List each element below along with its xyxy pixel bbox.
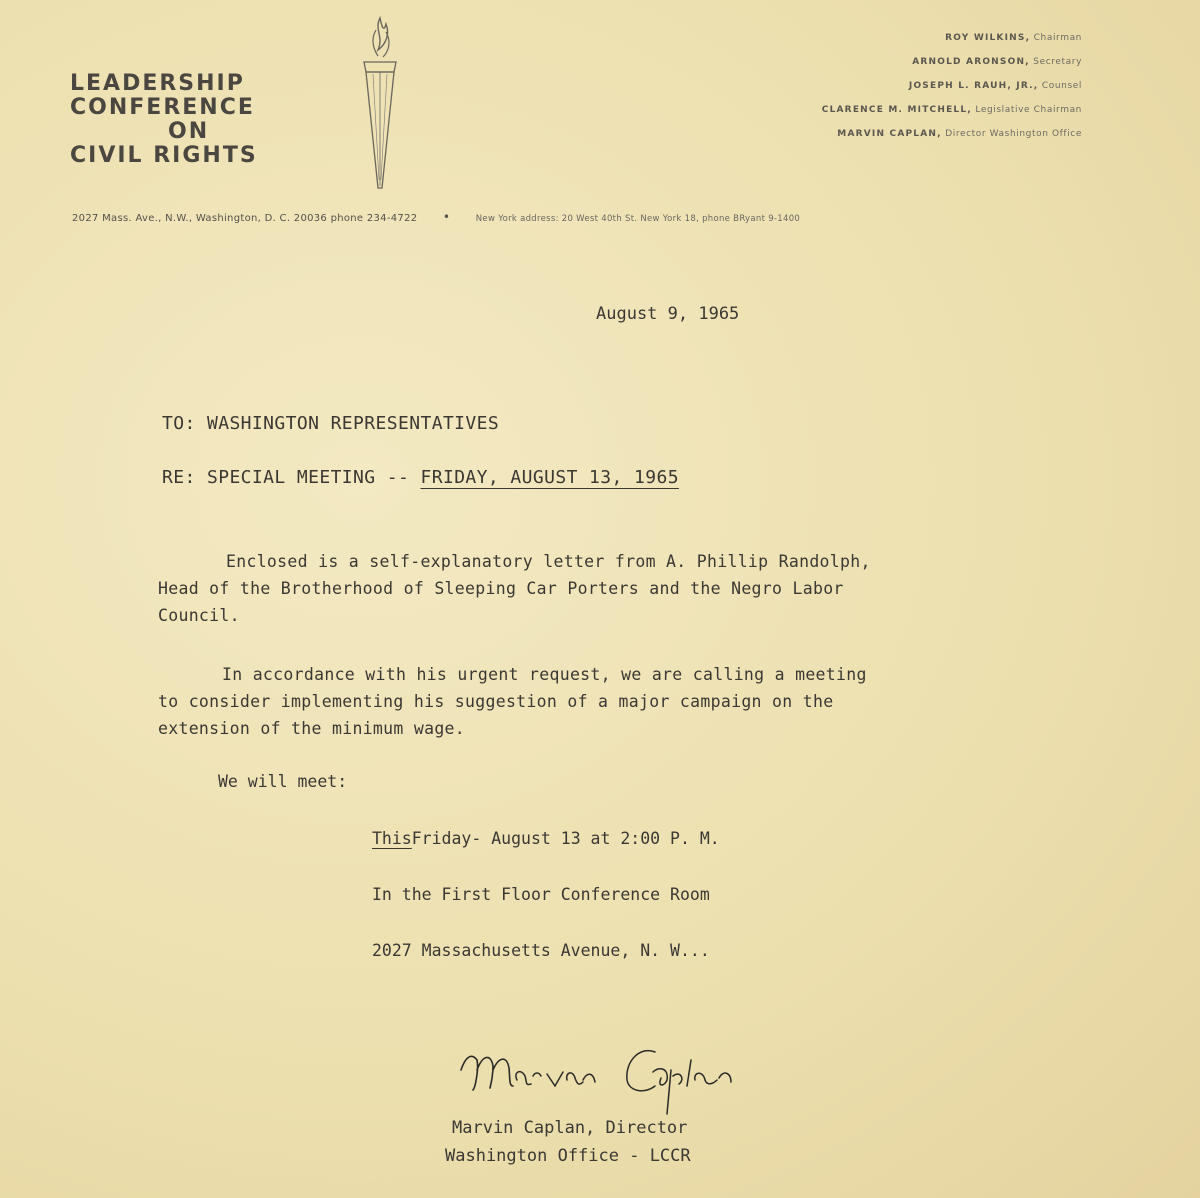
officer-title: Secretary — [1033, 57, 1082, 67]
officer-row — [822, 74, 1082, 98]
officer-row — [822, 26, 1082, 50]
paragraph-line: to consider implementing his suggestion of a major campaign on the — [158, 692, 834, 711]
to-recipient: WASHINGTON REPRESENTATIVES — [206, 413, 500, 434]
signer-name-title: Marvin Caplan, Director — [452, 1118, 688, 1138]
officers-list — [822, 26, 1082, 146]
ny-address: New York address: 20 West 40th St. New York 18, phone BRyant 9-1400 — [475, 214, 801, 224]
organization-name — [70, 72, 258, 168]
meet-intro: We will meet: — [218, 772, 348, 791]
paragraph-line: Council. — [158, 606, 240, 625]
bullet-separator: • — [442, 210, 451, 224]
officer-name: ROY WILKINS, — [945, 33, 1031, 43]
org-line: ON — [168, 119, 210, 144]
paragraph-line: extension of the minimum wage. — [158, 719, 466, 738]
torch-logo-icon — [356, 10, 404, 192]
re-meeting-date: FRIDAY, AUGUST 13, 1965 — [420, 467, 679, 488]
phone-label: phone — [330, 213, 364, 224]
paragraph-line: Enclosed is a self-explanatory letter from A. Phillip Randolph, — [226, 552, 871, 571]
dc-address: 2027 Mass. Ave., N.W., Washington, D. C. 20036 — [72, 213, 328, 224]
officer-title: Chairman — [1033, 33, 1082, 43]
handwritten-signature — [455, 1030, 785, 1120]
officer-name: JOSEPH L. RAUH, JR., — [908, 81, 1039, 91]
paragraph-request — [158, 661, 1018, 742]
signer-office: Washington Office - LCCR — [445, 1146, 691, 1166]
officer-name: ARNOLD ARONSON, — [912, 57, 1030, 67]
officer-name: MARVIN CAPLAN, — [837, 129, 942, 139]
paragraph-line: In accordance with his urgent request, we are calling a meeting — [222, 665, 867, 684]
re-label: RE: — [162, 467, 196, 488]
meeting-when: Friday- August 13 at 2:00 P. M. — [411, 829, 720, 848]
officer-title: Counsel — [1041, 81, 1082, 91]
officer-row — [822, 98, 1082, 122]
letterhead-address — [72, 210, 800, 224]
officer-title: Director Washington Office — [945, 129, 1082, 139]
paragraph-line: Head of the Brotherhood of Sleeping Car Porters and the Negro Labor — [158, 579, 844, 598]
phone-number: 234-4722 — [366, 213, 418, 224]
re-line — [162, 467, 679, 488]
officer-row — [822, 50, 1082, 74]
letter-date: August 9, 1965 — [596, 304, 740, 324]
to-label: TO: — [162, 413, 196, 434]
paragraph-enclosed — [158, 548, 1018, 629]
meeting-location: In the First Floor Conference Room — [372, 885, 710, 904]
org-line: LEADERSHIP — [70, 71, 245, 96]
org-line: CIVIL RIGHTS — [70, 143, 258, 168]
org-line: CONFERENCE — [70, 95, 255, 120]
officer-title: Legislative Chairman — [975, 105, 1082, 115]
officer-name: CLARENCE M. MITCHELL, — [821, 105, 972, 115]
officer-row — [822, 122, 1082, 146]
meeting-this: This — [372, 829, 412, 848]
re-subject: SPECIAL MEETING -- — [206, 467, 410, 488]
to-line — [162, 413, 499, 434]
meeting-time — [372, 829, 720, 848]
meeting-address: 2027 Massachusetts Avenue, N. W... — [372, 941, 710, 960]
